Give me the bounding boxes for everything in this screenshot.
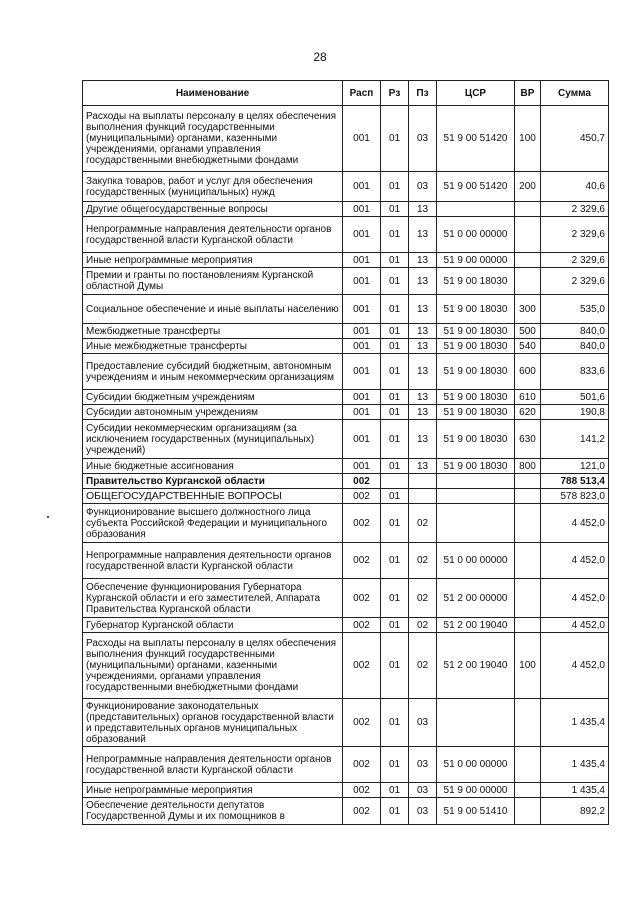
header-sum: Сумма bbox=[541, 81, 609, 106]
row-name-cell: Субсидии некоммерческим организациям (за исключением государственных (муниципальных) учреждений) bbox=[83, 420, 343, 459]
row-sum-cell: 840,0 bbox=[541, 339, 609, 354]
row-rasp-cell: 002 bbox=[343, 633, 381, 699]
row-rz-cell: 01 bbox=[381, 405, 409, 420]
header-rz: Рз bbox=[381, 81, 409, 106]
row-rasp-cell: 001 bbox=[343, 295, 381, 324]
row-vr-cell bbox=[515, 699, 541, 747]
row-rasp-cell: 001 bbox=[343, 324, 381, 339]
table-row bbox=[83, 339, 609, 354]
row-csr-cell: 51 9 00 00000 bbox=[437, 783, 515, 798]
row-csr-cell: 51 9 00 18030 bbox=[437, 420, 515, 459]
table-row bbox=[83, 504, 609, 543]
row-pz-cell: 13 bbox=[409, 354, 437, 390]
row-vr-cell bbox=[515, 202, 541, 217]
table-row bbox=[83, 405, 609, 420]
row-rz-cell: 01 bbox=[381, 699, 409, 747]
row-pz-cell: 13 bbox=[409, 459, 437, 474]
row-rz-cell: 01 bbox=[381, 217, 409, 253]
row-csr-cell: 51 2 00 00000 bbox=[437, 579, 515, 618]
row-rasp-cell: 001 bbox=[343, 420, 381, 459]
stray-mark bbox=[47, 516, 49, 518]
row-rasp-cell: 002 bbox=[343, 543, 381, 579]
row-pz-cell: 02 bbox=[409, 543, 437, 579]
row-rz-cell: 01 bbox=[381, 747, 409, 783]
row-vr-cell bbox=[515, 798, 541, 825]
row-pz-cell: 02 bbox=[409, 618, 437, 633]
row-name-cell: Иные межбюджетные трансферты bbox=[83, 339, 343, 354]
row-sum-cell: 578 823,0 bbox=[541, 489, 609, 504]
header-csr: ЦСР bbox=[437, 81, 515, 106]
row-rz-cell: 01 bbox=[381, 633, 409, 699]
row-csr-cell: 51 2 00 19040 bbox=[437, 618, 515, 633]
row-vr-cell bbox=[515, 747, 541, 783]
row-name-cell: Обеспечение функционирования Губернатора Курганской области и его заместителей, Аппарата Правительства Курганской области bbox=[83, 579, 343, 618]
row-csr-cell: 51 9 00 00000 bbox=[437, 253, 515, 268]
row-csr-cell bbox=[437, 474, 515, 489]
table-row bbox=[83, 106, 609, 172]
page-number: 28 bbox=[313, 50, 327, 64]
row-sum-cell: 892,2 bbox=[541, 798, 609, 825]
row-name-cell: Субсидии автономным учреждениям bbox=[83, 405, 343, 420]
row-sum-cell: 4 452,0 bbox=[541, 633, 609, 699]
row-csr-cell: 51 9 00 51420 bbox=[437, 106, 515, 172]
row-pz-cell bbox=[409, 489, 437, 504]
row-rasp-cell: 001 bbox=[343, 339, 381, 354]
table-header-row bbox=[83, 81, 609, 106]
row-sum-cell: 4 452,0 bbox=[541, 543, 609, 579]
table-row bbox=[83, 543, 609, 579]
row-pz-cell: 13 bbox=[409, 202, 437, 217]
row-pz-cell: 13 bbox=[409, 390, 437, 405]
row-vr-cell: 800 bbox=[515, 459, 541, 474]
row-csr-cell: 51 2 00 19040 bbox=[437, 633, 515, 699]
row-vr-cell: 540 bbox=[515, 339, 541, 354]
row-sum-cell: 40,6 bbox=[541, 172, 609, 202]
row-name-cell: Непрограммные направления деятельности органов государственной власти Курганской области bbox=[83, 747, 343, 783]
row-name-cell: Губернатор Курганской области bbox=[83, 618, 343, 633]
header-rasp: Расп bbox=[343, 81, 381, 106]
row-sum-cell: 501,6 bbox=[541, 390, 609, 405]
row-pz-cell: 03 bbox=[409, 798, 437, 825]
row-sum-cell: 121,0 bbox=[541, 459, 609, 474]
row-pz-cell: 03 bbox=[409, 172, 437, 202]
table-row bbox=[83, 420, 609, 459]
row-rasp-cell: 002 bbox=[343, 489, 381, 504]
row-name-cell: Субсидии бюджетным учреждениям bbox=[83, 390, 343, 405]
row-name-cell: Иные непрограммные мероприятия bbox=[83, 253, 343, 268]
row-rz-cell: 01 bbox=[381, 172, 409, 202]
row-name-cell: Правительство Курганской области bbox=[83, 474, 343, 489]
row-csr-cell: 51 9 00 18030 bbox=[437, 324, 515, 339]
row-csr-cell: 51 9 00 18030 bbox=[437, 295, 515, 324]
row-rasp-cell: 001 bbox=[343, 217, 381, 253]
row-pz-cell: 13 bbox=[409, 420, 437, 459]
table-row bbox=[83, 783, 609, 798]
row-rasp-cell: 002 bbox=[343, 783, 381, 798]
row-vr-cell: 200 bbox=[515, 172, 541, 202]
row-name-cell: Межбюджетные трансферты bbox=[83, 324, 343, 339]
row-sum-cell: 2 329,6 bbox=[541, 253, 609, 268]
row-rz-cell: 01 bbox=[381, 798, 409, 825]
row-vr-cell bbox=[515, 783, 541, 798]
table-row bbox=[83, 474, 609, 489]
row-rz-cell: 01 bbox=[381, 390, 409, 405]
row-sum-cell: 788 513,4 bbox=[541, 474, 609, 489]
row-rz-cell bbox=[381, 474, 409, 489]
row-rz-cell: 01 bbox=[381, 295, 409, 324]
table-row bbox=[83, 747, 609, 783]
row-pz-cell: 13 bbox=[409, 324, 437, 339]
table-row bbox=[83, 354, 609, 390]
row-pz-cell: 13 bbox=[409, 339, 437, 354]
row-rz-cell: 01 bbox=[381, 543, 409, 579]
row-rz-cell: 01 bbox=[381, 420, 409, 459]
row-rasp-cell: 001 bbox=[343, 354, 381, 390]
table-body bbox=[83, 106, 609, 825]
row-csr-cell: 51 9 00 18030 bbox=[437, 390, 515, 405]
row-rasp-cell: 001 bbox=[343, 106, 381, 172]
row-csr-cell: 51 9 00 18030 bbox=[437, 459, 515, 474]
row-rz-cell: 01 bbox=[381, 253, 409, 268]
row-sum-cell: 1 435,4 bbox=[541, 747, 609, 783]
table-row bbox=[83, 172, 609, 202]
row-pz-cell: 13 bbox=[409, 268, 437, 295]
row-pz-cell: 13 bbox=[409, 253, 437, 268]
row-rasp-cell: 001 bbox=[343, 253, 381, 268]
row-rasp-cell: 001 bbox=[343, 390, 381, 405]
table-row bbox=[83, 253, 609, 268]
row-sum-cell: 4 452,0 bbox=[541, 579, 609, 618]
row-rasp-cell: 002 bbox=[343, 579, 381, 618]
table-row bbox=[83, 579, 609, 618]
row-pz-cell: 03 bbox=[409, 106, 437, 172]
table-row bbox=[83, 217, 609, 253]
row-name-cell: Непрограммные направления деятельности органов государственной власти Курганской области bbox=[83, 543, 343, 579]
row-vr-cell bbox=[515, 618, 541, 633]
row-csr-cell bbox=[437, 699, 515, 747]
row-name-cell: Обеспечение деятельности депутатов Государственной Думы и их помощников в bbox=[83, 798, 343, 825]
row-csr-cell: 51 9 00 51410 bbox=[437, 798, 515, 825]
table-row bbox=[83, 268, 609, 295]
row-vr-cell: 610 bbox=[515, 390, 541, 405]
row-rasp-cell: 002 bbox=[343, 699, 381, 747]
table-row bbox=[83, 699, 609, 747]
row-name-cell: Премии и гранты по постановлениям Курганской областной Думы bbox=[83, 268, 343, 295]
header-name: Наименование bbox=[83, 81, 343, 106]
row-vr-cell bbox=[515, 543, 541, 579]
row-rasp-cell: 002 bbox=[343, 747, 381, 783]
row-sum-cell: 1 435,4 bbox=[541, 783, 609, 798]
row-name-cell: Закупка товаров, работ и услуг для обеспечения государственных (муниципальных) нужд bbox=[83, 172, 343, 202]
row-name-cell: Иные непрограммные мероприятия bbox=[83, 783, 343, 798]
row-name-cell: Расходы на выплаты персоналу в целях обеспечения выполнения функций государственными (муниципальными) органами, казенными учреждениями, органами управления государственными внебюджетными фондами bbox=[83, 633, 343, 699]
row-rasp-cell: 001 bbox=[343, 268, 381, 295]
row-sum-cell: 1 435,4 bbox=[541, 699, 609, 747]
row-name-cell: Функционирование законодательных (представительных) органов государственной власти и представительных органов муниципальных образований bbox=[83, 699, 343, 747]
row-name-cell: ОБЩЕГОСУДАРСТВЕННЫЕ ВОПРОСЫ bbox=[83, 489, 343, 504]
table-row bbox=[83, 489, 609, 504]
row-rz-cell: 01 bbox=[381, 489, 409, 504]
row-rz-cell: 01 bbox=[381, 459, 409, 474]
row-pz-cell: 13 bbox=[409, 295, 437, 324]
row-pz-cell: 03 bbox=[409, 747, 437, 783]
row-rasp-cell: 001 bbox=[343, 459, 381, 474]
row-sum-cell: 535,0 bbox=[541, 295, 609, 324]
row-vr-cell: 100 bbox=[515, 633, 541, 699]
row-vr-cell: 600 bbox=[515, 354, 541, 390]
row-pz-cell: 13 bbox=[409, 217, 437, 253]
row-vr-cell: 100 bbox=[515, 106, 541, 172]
row-rasp-cell: 002 bbox=[343, 504, 381, 543]
row-pz-cell: 03 bbox=[409, 699, 437, 747]
row-pz-cell bbox=[409, 474, 437, 489]
row-vr-cell bbox=[515, 217, 541, 253]
budget-table bbox=[82, 80, 609, 825]
table-row bbox=[83, 459, 609, 474]
row-vr-cell bbox=[515, 253, 541, 268]
header-pz: Пз bbox=[409, 81, 437, 106]
row-rasp-cell: 001 bbox=[343, 202, 381, 217]
row-sum-cell: 4 452,0 bbox=[541, 618, 609, 633]
row-pz-cell: 02 bbox=[409, 633, 437, 699]
row-vr-cell: 620 bbox=[515, 405, 541, 420]
row-sum-cell: 2 329,6 bbox=[541, 202, 609, 217]
row-vr-cell bbox=[515, 474, 541, 489]
row-sum-cell: 190,8 bbox=[541, 405, 609, 420]
row-vr-cell: 500 bbox=[515, 324, 541, 339]
row-vr-cell: 630 bbox=[515, 420, 541, 459]
row-pz-cell: 03 bbox=[409, 783, 437, 798]
row-rz-cell: 01 bbox=[381, 618, 409, 633]
table-row bbox=[83, 324, 609, 339]
row-rz-cell: 01 bbox=[381, 339, 409, 354]
row-pz-cell: 02 bbox=[409, 579, 437, 618]
row-sum-cell: 141,2 bbox=[541, 420, 609, 459]
row-rz-cell: 01 bbox=[381, 783, 409, 798]
row-vr-cell: 300 bbox=[515, 295, 541, 324]
row-rz-cell: 01 bbox=[381, 504, 409, 543]
row-vr-cell bbox=[515, 504, 541, 543]
header-vr: ВР bbox=[515, 81, 541, 106]
row-rz-cell: 01 bbox=[381, 202, 409, 217]
row-csr-cell: 51 0 00 00000 bbox=[437, 217, 515, 253]
row-name-cell: Социальное обеспечение и иные выплаты населению bbox=[83, 295, 343, 324]
table-row bbox=[83, 618, 609, 633]
row-csr-cell: 51 9 00 18030 bbox=[437, 354, 515, 390]
table-row bbox=[83, 633, 609, 699]
row-rasp-cell: 002 bbox=[343, 474, 381, 489]
row-csr-cell: 51 9 00 18030 bbox=[437, 339, 515, 354]
row-sum-cell: 833,6 bbox=[541, 354, 609, 390]
table-row bbox=[83, 295, 609, 324]
row-rz-cell: 01 bbox=[381, 354, 409, 390]
row-name-cell: Непрограммные направления деятельности органов государственной власти Курганской области bbox=[83, 217, 343, 253]
table-row bbox=[83, 390, 609, 405]
row-rasp-cell: 001 bbox=[343, 405, 381, 420]
row-sum-cell: 2 329,6 bbox=[541, 217, 609, 253]
row-sum-cell: 4 452,0 bbox=[541, 504, 609, 543]
row-csr-cell bbox=[437, 504, 515, 543]
row-sum-cell: 840,0 bbox=[541, 324, 609, 339]
row-rz-cell: 01 bbox=[381, 268, 409, 295]
row-csr-cell bbox=[437, 489, 515, 504]
row-csr-cell: 51 0 00 00000 bbox=[437, 543, 515, 579]
row-vr-cell bbox=[515, 489, 541, 504]
row-name-cell: Иные бюджетные ассигнования bbox=[83, 459, 343, 474]
row-csr-cell: 51 9 00 18030 bbox=[437, 268, 515, 295]
row-rz-cell: 01 bbox=[381, 106, 409, 172]
row-rasp-cell: 002 bbox=[343, 618, 381, 633]
row-sum-cell: 450,7 bbox=[541, 106, 609, 172]
row-name-cell: Функционирование высшего должностного лица субъекта Российской Федерации и муниципального образования bbox=[83, 504, 343, 543]
row-rz-cell: 01 bbox=[381, 324, 409, 339]
row-rasp-cell: 002 bbox=[343, 798, 381, 825]
row-vr-cell bbox=[515, 268, 541, 295]
row-csr-cell: 51 0 00 00000 bbox=[437, 747, 515, 783]
row-csr-cell bbox=[437, 202, 515, 217]
row-csr-cell: 51 9 00 18030 bbox=[437, 405, 515, 420]
row-name-cell: Расходы на выплаты персоналу в целях обеспечения выполнения функций государственными (муниципальными) органами, казенными учреждениями, органами управления государственными внебюджетными фондами bbox=[83, 106, 343, 172]
table-row bbox=[83, 798, 609, 825]
row-rz-cell: 01 bbox=[381, 579, 409, 618]
row-sum-cell: 2 329,6 bbox=[541, 268, 609, 295]
row-name-cell: Предоставление субсидий бюджетным, автономным учреждениям и иным некоммерческим организациям bbox=[83, 354, 343, 390]
row-pz-cell: 13 bbox=[409, 405, 437, 420]
table-row bbox=[83, 202, 609, 217]
row-rasp-cell: 001 bbox=[343, 172, 381, 202]
row-name-cell: Другие общегосударственные вопросы bbox=[83, 202, 343, 217]
row-pz-cell: 02 bbox=[409, 504, 437, 543]
row-csr-cell: 51 9 00 51420 bbox=[437, 172, 515, 202]
row-vr-cell bbox=[515, 579, 541, 618]
